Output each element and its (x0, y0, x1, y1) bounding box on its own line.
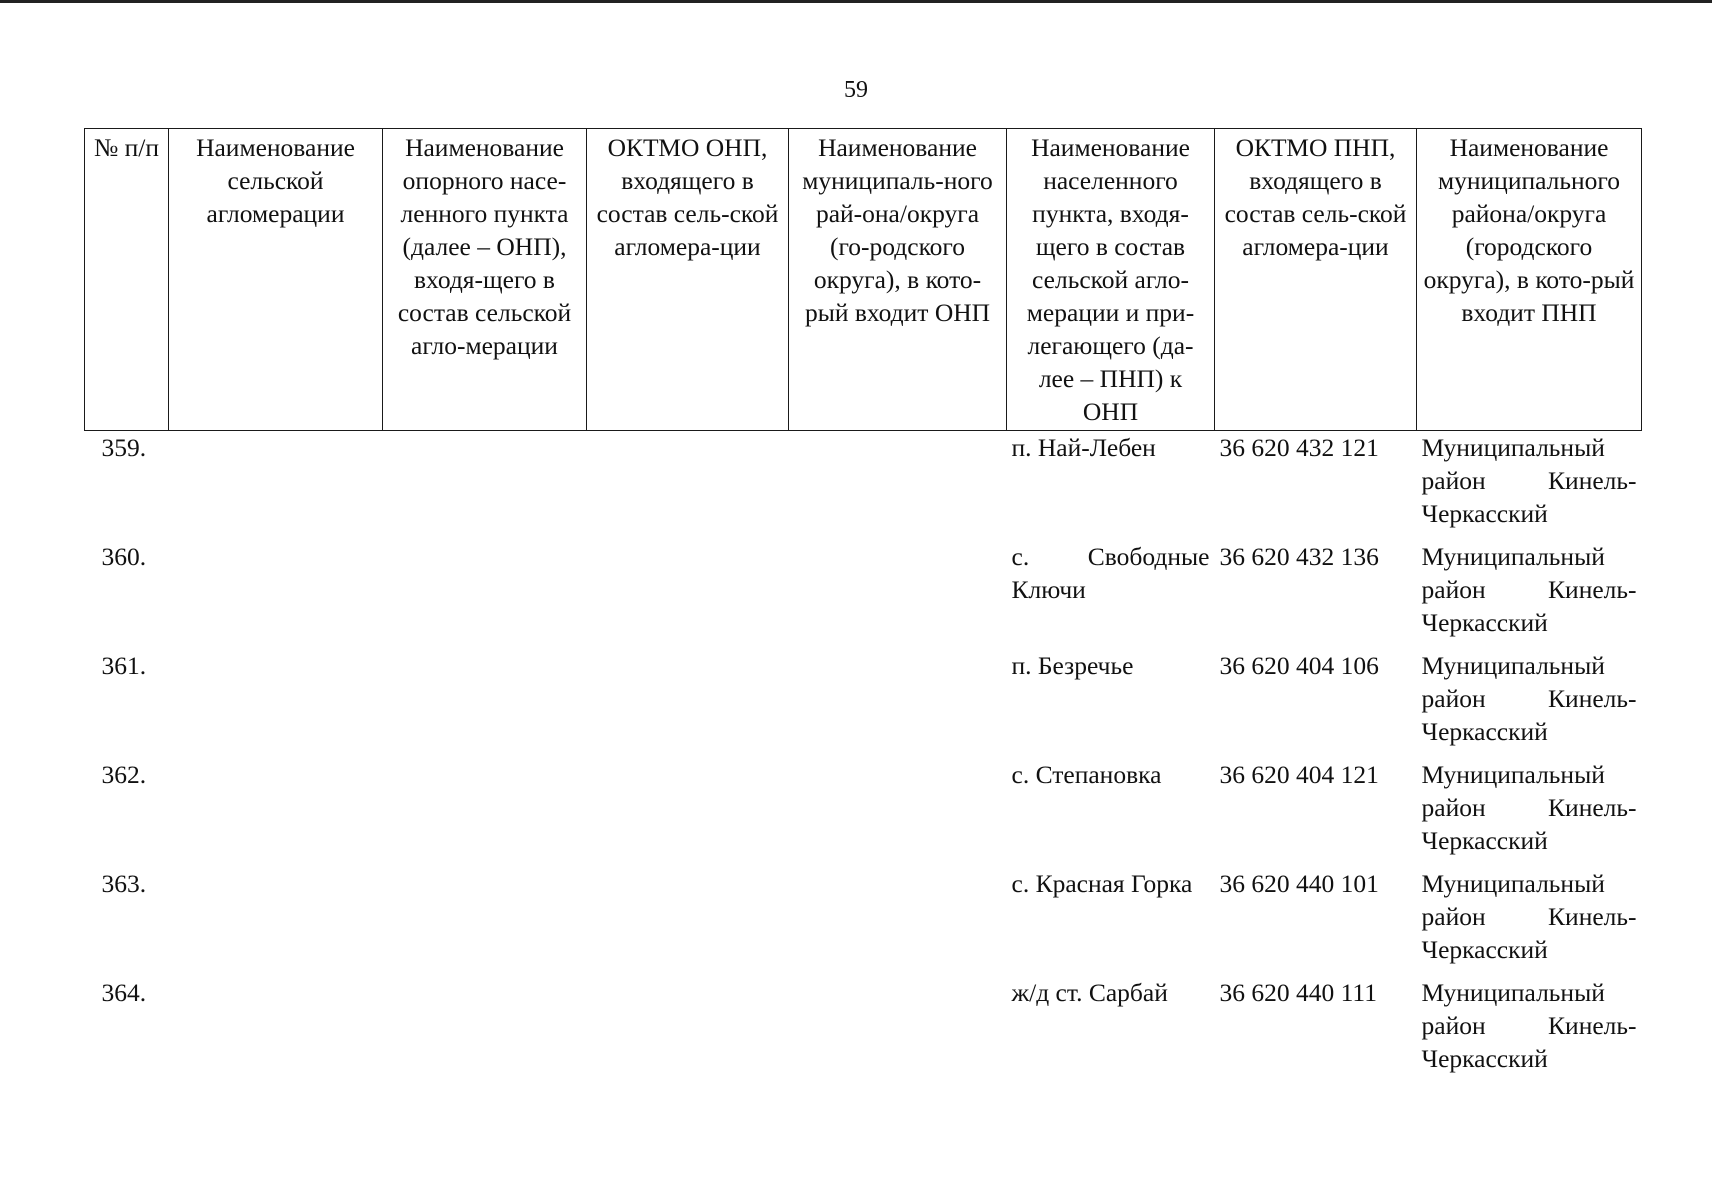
row-onp (383, 649, 587, 758)
header-pnp-municipality: Наименование муниципального района/округа (городского округа), в кото-рый входит ПНП (1417, 129, 1642, 431)
row-agglomeration (169, 649, 383, 758)
row-pnp-oktmo: 36 620 404 121 (1219, 759, 1379, 789)
row-number: 360. (101, 541, 147, 571)
row-number: 363. (101, 868, 147, 898)
header-pnp-oktmo: ОКТМО ПНП, входящего в состав сель-ской агломера-ции (1215, 129, 1417, 431)
row-onp (383, 976, 587, 1085)
table-header-row (85, 129, 1642, 431)
row-onp-oktmo (587, 431, 789, 540)
row-pnp-municipality: Муниципальный район Кинель-Черкасский (1421, 433, 1637, 528)
row-agglomeration (169, 540, 383, 649)
header-onp-name: Наименование опорного насе-ленного пункта (далее – ОНП), входя-щего в состав сельской агло-мерации (383, 129, 587, 431)
header-number: № п/п (85, 129, 169, 431)
table-row (85, 758, 1642, 867)
agglomeration-table (84, 128, 1642, 1085)
row-pnp-oktmo: 36 620 440 101 (1219, 868, 1379, 898)
header-onp-oktmo: ОКТМО ОНП, входящего в состав сель-ской агломера-ции (587, 129, 789, 431)
row-onp-municipality (789, 540, 1007, 649)
header-pnp-name: Наименование населенного пункта, входя-щего в состав сельской агло-мерации и при-легающего (да-лее – ПНП) к ОНП (1007, 129, 1215, 431)
row-pnp-municipality: Муниципальный район Кинель-Черкасский (1421, 977, 1637, 1073)
row-onp-municipality (789, 649, 1007, 758)
row-agglomeration (169, 867, 383, 976)
row-pnp-name: п. Най-Лебен (1011, 433, 1156, 462)
table-row (85, 431, 1642, 540)
row-agglomeration (169, 976, 383, 1085)
table-row (85, 649, 1642, 758)
row-pnp-name: ж/д ст. Сарбай (1011, 977, 1168, 1007)
header-onp-municipality: Наименование муниципаль-ного рай-она/округа (го-родского округа), в кото-рый входит ОНП (789, 129, 1007, 431)
row-onp-oktmo (587, 540, 789, 649)
row-pnp-oktmo: 36 620 404 106 (1219, 650, 1379, 680)
header-agglomeration-name: Наименование сельской агломерации (169, 129, 383, 431)
row-onp-oktmo (587, 976, 789, 1085)
row-agglomeration (169, 431, 383, 540)
table-row (85, 540, 1642, 649)
row-pnp-municipality: Муниципальный район Кинель-Черкасский (1421, 868, 1637, 964)
row-onp (383, 540, 587, 649)
table-row (85, 867, 1642, 976)
row-number: 364. (101, 977, 147, 1007)
row-number: 362. (101, 759, 147, 789)
row-pnp-name: с. Свободные Ключи (1011, 541, 1210, 604)
row-onp-municipality (789, 867, 1007, 976)
row-onp (383, 867, 587, 976)
row-pnp-name: п. Безречье (1011, 650, 1134, 680)
row-number: 361. (101, 650, 147, 680)
row-pnp-name: с. Красная Горка (1011, 868, 1193, 898)
row-onp (383, 758, 587, 867)
row-pnp-oktmo: 36 620 432 121 (1219, 433, 1379, 462)
row-pnp-name: с. Степановка (1011, 759, 1162, 789)
row-onp-oktmo (587, 758, 789, 867)
row-pnp-municipality: Муниципальный район Кинель-Черкасский (1421, 541, 1637, 637)
row-onp-oktmo (587, 649, 789, 758)
table-row (85, 976, 1642, 1085)
row-pnp-municipality: Муниципальный район Кинель-Черкасский (1421, 759, 1637, 855)
row-onp-municipality (789, 976, 1007, 1085)
row-onp (383, 431, 587, 540)
top-border-line (0, 0, 1712, 3)
row-agglomeration (169, 758, 383, 867)
row-onp-municipality (789, 431, 1007, 540)
row-pnp-oktmo: 36 620 432 136 (1219, 541, 1379, 571)
row-pnp-municipality: Муниципальный район Кинель-Черкасский (1421, 650, 1637, 746)
row-onp-municipality (789, 758, 1007, 867)
page-number: 59 (844, 77, 868, 103)
row-number: 359. (101, 433, 147, 462)
row-onp-oktmo (587, 867, 789, 976)
row-pnp-oktmo: 36 620 440 111 (1219, 977, 1377, 1007)
